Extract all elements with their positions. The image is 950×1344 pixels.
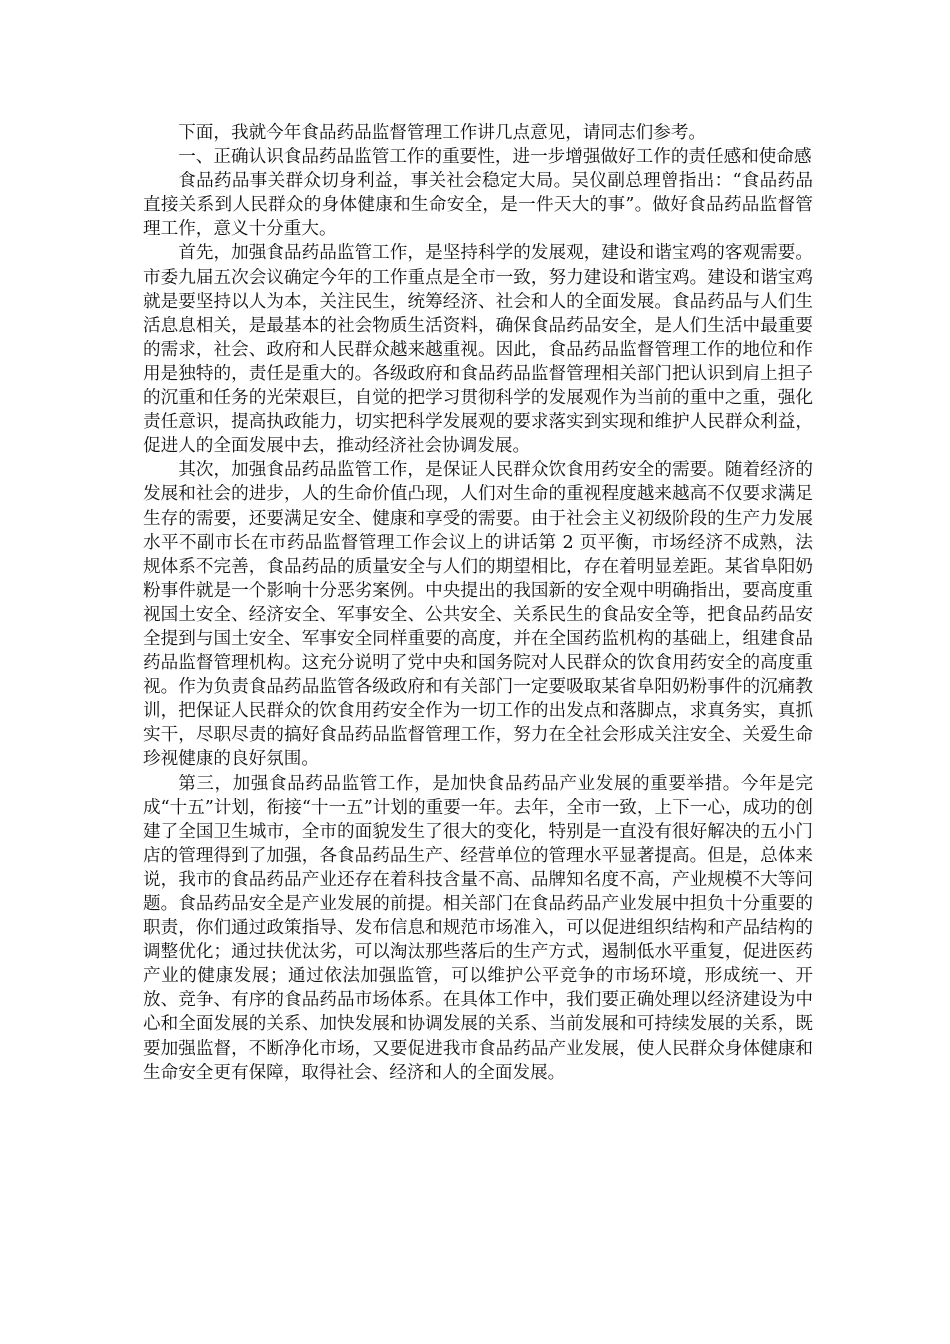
paragraph-importance: 食品药品事关群众切身利益，事关社会稳定大局。吴仪副总理曾指出：“食品药品直接关系到人民群众的身体健康和生命安全，是一件天大的事”。做好食品药品监督管理工作，意义十分重大。 <box>143 171 813 240</box>
section-heading-1: 一、正确认识食品药品监管工作的重要性，进一步增强做好工作的责任感和使命感 <box>178 147 812 168</box>
paragraph-first: 首先，加强食品药品监管工作，是坚持科学的发展观，建设和谐宝鸡的客观需要。市委九届五次会议确定今年的工作重点是全市一致，努力建设和谐宝鸡。建设和谐宝鸡就是要坚持以人为本，关注民生，统筹经济、社会和人的全面发展。食品药品与人们生活息息相关，是最基本的社会物质生活资料，确保食品药品安全，是人们生活中最重要的需求，社会、政府和人民群众越来越重视。因此，食品药品监督管理工作的地位和作用是独特的，责任是重大的。各级政府和食品药品监督管理相关部门把认识到肩上担子的沉重和任务的光荣艰巨，自觉的把学习贯彻科学的发展观作为当前的重中之重，强化责任意识，提高执政能力，切实把科学发展观的要求落实到实现和维护人民群众利益，促进人的全面发展中去，推动经济社会协调发展。 <box>143 243 813 457</box>
document-body <box>143 121 813 1085</box>
paragraph-second: 其次，加强食品药品监管工作，是保证人民群众饮食用药安全的需要。随着经济的发展和社会的进步，人的生命价值凸现，人们对生命的重视程度越来越高不仅要求满足生存的需要，还要满足安全、健康和享受的需要。由于社会主义初级阶段的生产力发展水平不副市长在市药品监督管理工作会议上的讲话第 2 页平衡，市场经济不成熟，法规体系不完善，食品药品的质量安全与人们的期望相比，存在着明显差距。某省阜阳奶粉事件就是一个影响十分恶劣案例。中央提出的我国新的安全观中明确指出，要高度重视国土安全、经济安全、军事安全、公共安全、关系民生的食品安全等，把食品药品安全提到与国土安全、军事安全同样重要的高度，并在全国药监机构的基础上，组建食品药品监督管理机构。这充分说明了党中央和国务院对人民群众的饮食用药安全的高度重视。作为负责食品药品监管各级政府和有关部门一定要吸取某省阜阳奶粉事件的沉痛教训，把保证人民群众的饮食用药安全作为一切工作的出发点和落脚点，求真务实，真抓实干，尽职尽责的搞好食品药品监督管理工作，努力在全社会形成关注安全、关爱生命珍视健康的良好氛围。 <box>143 460 813 770</box>
paragraph-third: 第三，加强食品药品监管工作，是加快食品药品产业发展的重要举措。今年是完成“十五”计划，衔接“十一五”计划的重要一年。去年，全市一致，上下一心，成功的创建了全国卫生城市，全市的面貌发生了很大的变化，特别是一直没有很好解决的五小门店的管理得到了加强，各食品药品生产、经营单位的管理水平显著提高。但是，总体来说，我市的食品药品产业还存在着科技含量不高、品牌知名度不高，产业规模不大等问题。食品药品安全是产业发展的前提。相关部门在食品药品产业发展中担负十分重要的职责，你们通过政策指导、发布信息和规范市场准入，可以促进组织结构和产品结构的调整优化；通过扶优汰劣，可以淘汰那些落后的生产方式，遏制低水平重复，促进医药产业的健康发展；通过依法加强监管，可以维护公平竞争的市场环境，形成统一、开放、竞争、有序的食品药品市场体系。在具体工作中，我们要正确处理以经济建设为中心和全面发展的关系、加快发展和协调发展的关系、当前发展和可持续发展的关系，既要加强监督，不断净化市场，又要促进我市食品药品产业发展，使人民群众身体健康和生命安全更有保障，取得社会、经济和人的全面发展。 <box>143 773 813 1083</box>
paragraph-intro: 下面，我就今年食品药品监督管理工作讲几点意见，请同志们参考。 <box>178 123 707 143</box>
